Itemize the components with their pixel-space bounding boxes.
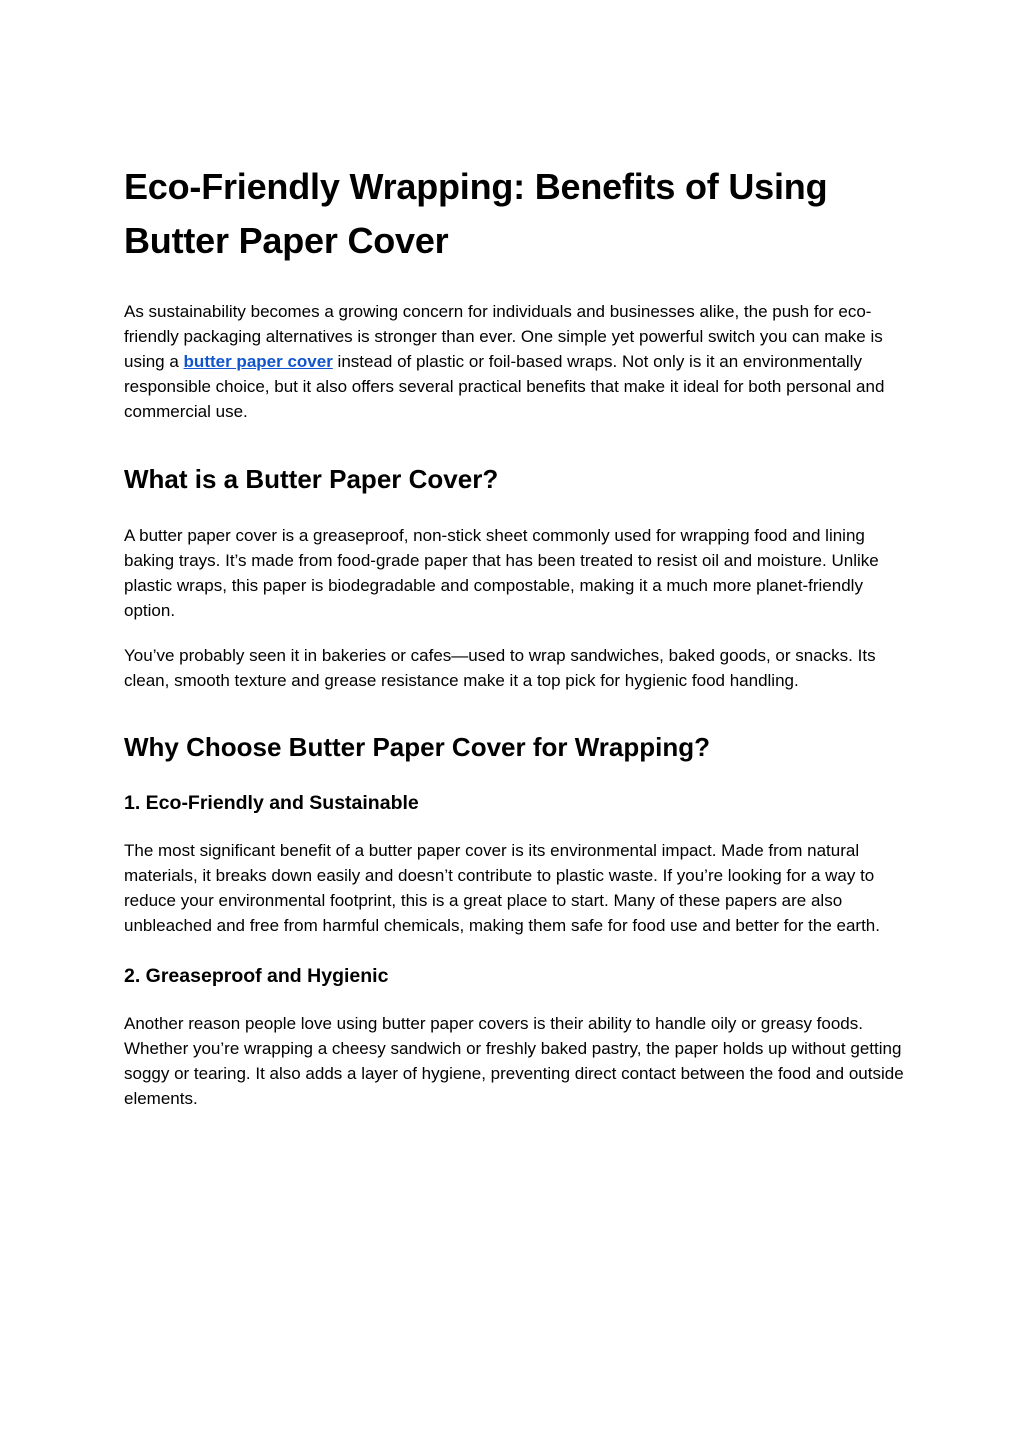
- subheading-greaseproof: 2. Greaseproof and Hygienic: [124, 965, 389, 987]
- what-is-paragraph-2: You’ve probably seen it in bakeries or cafes—used to wrap sandwiches, baked goods, or snacks. Its clean, smooth texture and grease resistance make it a top pick for hygienic food handling.: [124, 646, 876, 690]
- what-is-paragraph-1: A butter paper cover is a greaseproof, non-stick sheet commonly used for wrapping food and lining baking trays. It’s made from food-grade paper that has been treated to resist oil and moisture. Unlike plastic wraps, this paper is biodegradable and compostable, making it a much more planet-friendly option.: [124, 526, 879, 620]
- greaseproof-paragraph: Another reason people love using butter paper covers is their ability to handle oily or greasy foods. Whether you’re wrapping a cheesy sandwich or freshly baked pastry, the paper holds up without getting soggy or tearing. It also adds a layer of hygiene, preventing direct contact between the food and outside elements.: [124, 1014, 904, 1108]
- section-heading-why-choose: Why Choose Butter Paper Cover for Wrapping?: [124, 732, 711, 762]
- intro-text-before-link: As sustainability becomes a growing concern for individuals and businesses alike, the push for eco-friendly packaging alternatives is stronger than ever. One simple yet powerful switch you can make is using a: [124, 302, 883, 371]
- intro-paragraph: [124, 299, 914, 424]
- eco-friendly-paragraph: The most significant benefit of a butter paper cover is its environmental impact. Made from natural materials, it breaks down easily and doesn’t contribute to plastic waste. If you’re looking for a way to reduce your environmental footprint, this is a great place to start. Many of these papers are also unbleached and free from harmful chemicals, making them safe for food use and better for the earth.: [124, 841, 880, 935]
- page-title: Eco-Friendly Wrapping: Benefits of Using Butter Paper Cover: [124, 166, 828, 261]
- section-heading-what-is: What is a Butter Paper Cover?: [124, 464, 499, 494]
- document-page: [124, 160, 914, 1111]
- subheading-eco-friendly: 1. Eco-Friendly and Sustainable: [124, 792, 419, 814]
- intro-text-after-link: instead of plastic or foil-based wraps. Not only is it an environmentally responsible choice, but it also offers several practical benefits that make it ideal for both personal and commercial use.: [124, 352, 885, 421]
- butter-paper-cover-link[interactable]: butter paper cover: [183, 352, 333, 371]
